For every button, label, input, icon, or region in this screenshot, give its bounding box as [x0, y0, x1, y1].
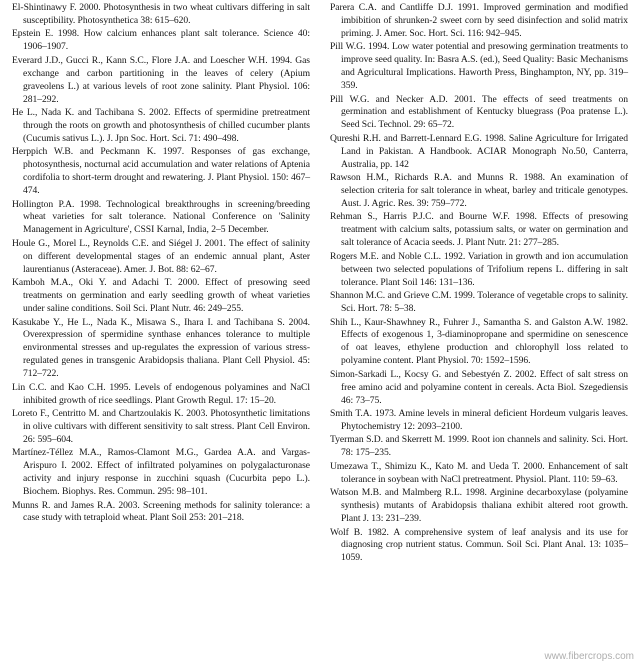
reference-entry: Rawson H.M., Richards R.A. and Munns R. 1988. An examination of selection criteria for salt tolerance in wheat, barley and triticale genotypes. Aust. J. Agric. Res. 39: 759–772.: [330, 172, 628, 209]
reference-entry: Watson M.B. and Malmberg R.L. 1998. Arginine decarboxylase (polyamine synthesis) mutants of Arabidopsis thaliana exhibit altered root growth. Plant J. 13: 231–239.: [330, 487, 628, 525]
reference-entry: Kasukabe Y., He L., Nada K., Misawa S., Ihara I. and Tachibana S. 2004. Overexpression of spermidine synthase enhances tolerance to multiple environmental stresses and up-regulates the expression of various stress-regulated genes in transgenic Arabidopsis thaliana. Plant Cell Physiol. 45: 712–722.: [12, 316, 310, 380]
reference-entry: Shih L., Kaur-Shawhney R., Fuhrer J., Samantha S. and Galston A.W. 1982. Effects of exogenous 1, 3-diaminopropane and spermidine on senescence of oat leaves, ethylene production and chlorophyll loss related to polyamine content. Plant Physiol. 70: 1592–1596.: [330, 316, 628, 367]
reference-entry: El-Shintinawy F. 2000. Photosynthesis in two wheat cultivars differing in salt susceptibility. Photosynthetica 38: 615–620.: [12, 2, 310, 26]
reference-entry: Shannon M.C. and Grieve C.M. 1999. Tolerance of vegetable crops to salinity. Sci. Hort. 78: 5–38.: [330, 290, 628, 314]
reference-entry: Rogers M.E. and Noble C.L. 1992. Variation in growth and ion accumulation between two selected populations of Trifolium repens L. differing in salt tolerance. Plant Soil 146: 131–136.: [330, 250, 628, 288]
reference-entry: Martínez-Téllez M.A., Ramos-Clamont M.G., Gardea A.A. and Vargas-Arispuro I. 2002. Effect of infiltrated polyamines on polygalacturonase activity and injury response in zucchini squash (Cucurbita pepo L.). Biochem. Biophys. Res. Commun. 295: 98–101.: [12, 447, 310, 498]
reference-entry: Pill W.G. 1994. Low water potential and presowing germination treatments to improve seed quality. In: Basra A.S. (ed.), Seed Quality: Basic Mechanisms and Agricultural Implications. Haworth Press, Binghampton, NY, pp. 319–359.: [330, 41, 628, 92]
reference-entry: Wolf B. 1982. A comprehensive system of leaf analysis and its use for diagnosing crop nutrient status. Commun. Soil Sci. Plant Anal. 13: 1035–1059.: [330, 526, 628, 564]
reference-entry: Lin C.C. and Kao C.H. 1995. Levels of endogenous polyamines and NaCl inhibited growth of rice seedlings. Plant Growth Regul. 17: 15–20.: [12, 381, 310, 406]
reference-entry: Munns R. and James R.A. 2003. Screening methods for salinity tolerance: a case study with tetraploid wheat. Plant Soil 253: 201–218.: [12, 499, 310, 524]
reference-entry: Simon-Sarkadi L., Kocsy G. and Sebestyén Z. 2002. Effect of salt stress on free amino acid and polyamine content in cereals. Acta Biol. Szegediensis 46: 73–75.: [330, 368, 628, 406]
reference-entry: Qureshi R.H. and Barrett-Lennard E.G. 1998. Saline Agriculture for Irrigated Land in Pakistan. A Handbook. ACIAR Monograph No.50, Canterra, Australia, pp. 142: [330, 132, 628, 170]
reference-entry: He L., Nada K. and Tachibana S. 2002. Effects of spermidine pretreatment through the roots on growth and photosynthesis of chilled cucumber plants (Cucumis sativus L.). J. Jpn Soc. Hort. Sci. 71: 490–498.: [12, 107, 310, 144]
reference-column-right: [330, 2, 628, 667]
reference-entry: Epstein E. 1998. How calcium enhances plant salt tolerance. Science 40: 1906–1907.: [12, 28, 310, 53]
reference-entry: Houle G., Morel L., Reynolds C.E. and Siégel J. 2001. The effect of salinity on different developmental stages of an endemic annual plant, Aster laurentianus (Asteraceae). Amer. J. Bot. 88: 62–67.: [12, 237, 310, 275]
reference-entry: Pill W.G. and Necker A.D. 2001. The effects of seed treatments on germination and establishment of Kentucky bluegrass (Poa pratense L.). Seed Sci. Technol. 29: 65–72.: [330, 93, 628, 131]
reference-entry: Everard J.D., Gucci R., Kann S.C., Flore J.A. and Loescher W.H. 1994. Gas exchange and carbon partitioning in the leaves of celery (Apium graveolens L.) at various levels of root zone salinity. Plant Physiol. 106: 281–292.: [12, 54, 310, 105]
reference-entry: Umezawa T., Shimizu K., Kato M. and Ueda T. 2000. Enhancement of salt tolerance in soybean with NaCl pretreatment. Physiol. Plant. 110: 59–63.: [330, 460, 628, 485]
reference-entry: Parera C.A. and Cantliffe D.J. 1991. Improved germination and modified imbibition of shrunken-2 sweet corn by seed disinfection and solid matrix priming. J. Amer. Soc. Hort. Sci. 116: 942–945.: [330, 2, 628, 39]
reference-entry: Smith T.A. 1973. Amine levels in mineral deficient Hordeum vulgaris leaves. Phytochemistry 12: 2093–2100.: [330, 408, 628, 432]
reference-entry: Loreto F., Centritto M. and Chartzoulakis K. 2003. Photosynthetic limitations in olive cultivars with different sensitivity to salt stress. Plant Cell Environ. 26: 595–604.: [12, 408, 310, 445]
reference-entry: Rehman S., Harris P.J.C. and Bourne W.F. 1998. Effects of presowing treatment with calcium salts, potassium salts, or water on germination and salt tolerance of Acacia seeds. J. Plant Nutr. 21: 277–285.: [330, 211, 628, 249]
watermark: www.fibercrops.com: [544, 651, 634, 662]
reference-column-left: [12, 2, 310, 667]
reference-entry: Herppich W.B. and Peckmann K. 1997. Responses of gas exchange, photosynthesis, nocturnal acid accumulation and water relations of Aptenia cordifolia to short-term drought and rewatering. J. Plant Physiol. 150: 467–474.: [12, 146, 310, 197]
reference-entry: Hollington P.A. 1998. Technological breakthroughs in screening/breeding wheat varieties for salt tolerance. National Conference on 'Salinity Management in Agriculture', CSSI Karnal, India, 2–5 December.: [12, 198, 310, 236]
reference-entry: Tyerman S.D. and Skerrett M. 1999. Root ion channels and salinity. Sci. Hort. 78: 175–235.: [330, 434, 628, 459]
reference-entry: Kamboh M.A., Oki Y. and Adachi T. 2000. Effect of presowing seed treatments on germination and early seedling growth of wheat varieties under saline conditions. Soil Sci. Plant Nutr. 46: 249–255.: [12, 277, 310, 314]
